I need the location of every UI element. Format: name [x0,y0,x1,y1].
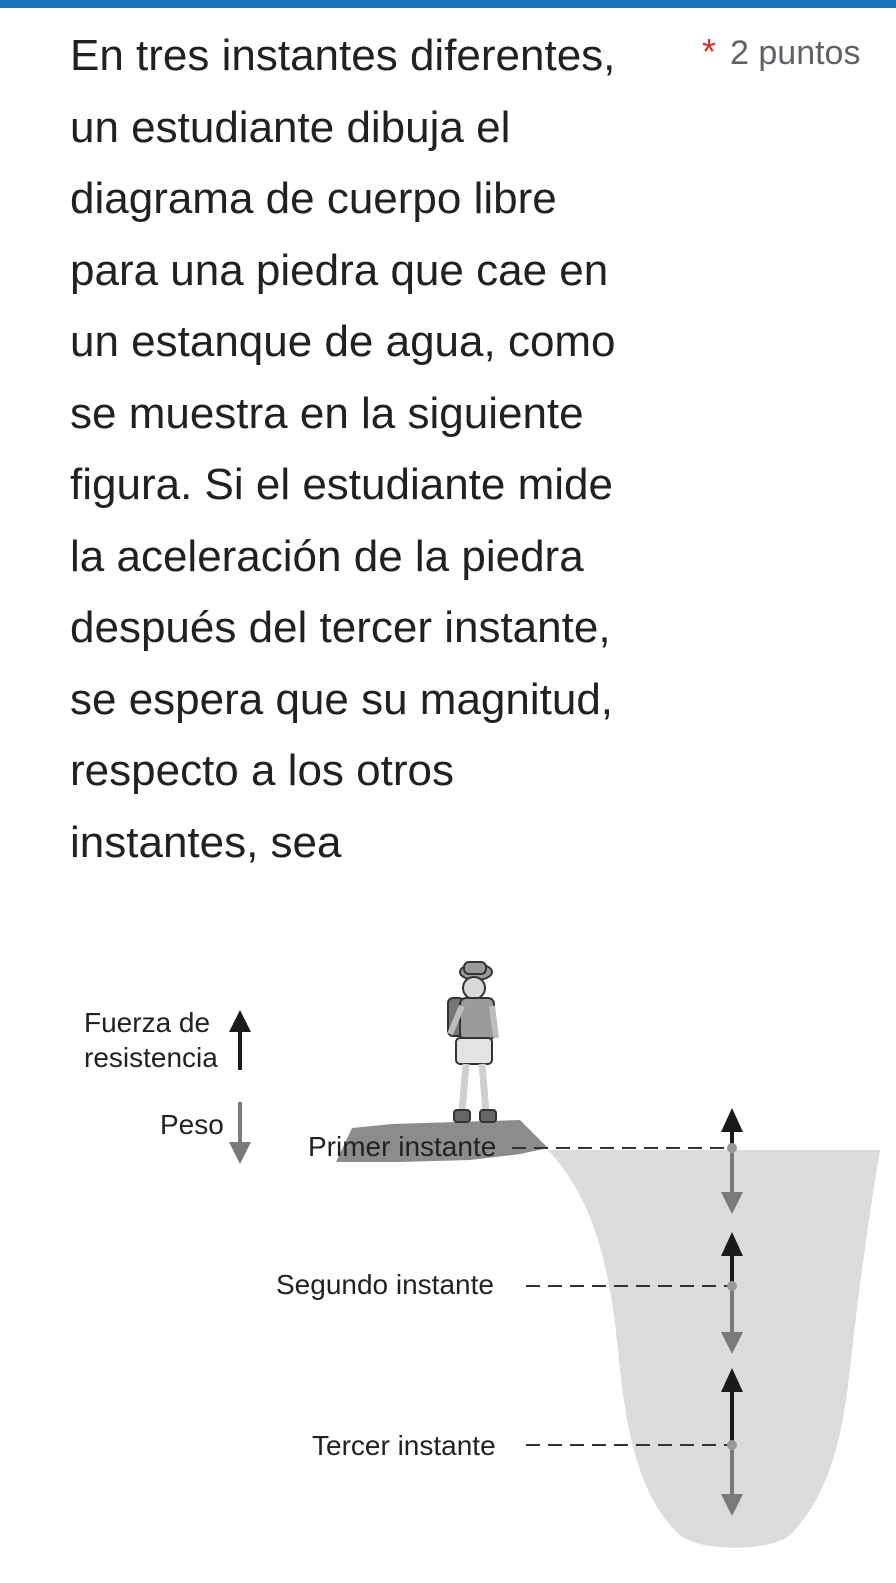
free-body-figure [0,950,896,1570]
question-line: se espera que su magnitud, [70,674,614,724]
question-line: En tres instantes diferentes, [70,31,616,80]
question-line: se muestra en la siguiente [70,388,584,438]
points-label: 2 puntos [730,34,861,72]
required-marker: * [702,31,717,72]
top-accent-bar [0,0,896,8]
question-line: un estanque de agua, como [70,317,616,366]
hiker-student-icon [448,962,496,1122]
legend-weight-label: Peso [160,1109,224,1140]
instant-label-third: Tercer instante [312,1430,496,1461]
question-line: diagrama de cuerpo libre [70,174,557,223]
water-pond [548,1150,880,1548]
instant-label-first: Primer instante [308,1131,497,1162]
question-line: para una piedra que cae en [70,245,609,295]
question-line: respecto a los otros [70,746,454,795]
question-line: figura. Si el estudiante mide [70,460,613,509]
instant-label-second: Segundo instante [276,1269,494,1300]
question-line: después del tercer instante, [70,603,611,652]
legend-resistance-arrow [229,1010,251,1070]
question-points [702,30,860,75]
figure-svg [0,950,896,1570]
question-line: la aceleración de la piedra [70,531,584,581]
question-text [70,20,710,878]
legend-resistance-label-2: resistencia [84,1042,218,1073]
question-line: instantes, sea [70,817,342,867]
legend-weight-arrow [229,1102,251,1164]
question-line: un estudiante dibuja el [70,102,511,152]
legend-resistance-label-1: Fuerza de [84,1007,211,1038]
